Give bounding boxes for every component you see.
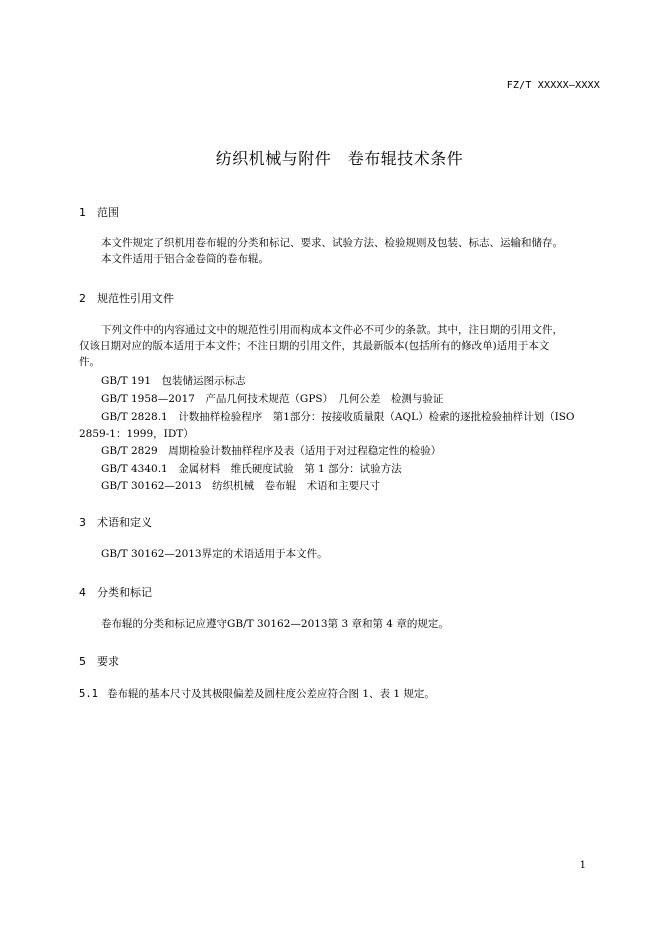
- section-number: 2: [79, 292, 86, 305]
- reference-item: GB/T 191 包装储运图示标志: [101, 375, 246, 387]
- terms-paragraph: GB/T 30162—2013界定的术语适用于本文件。: [101, 548, 328, 560]
- section-heading-scope: [79, 204, 119, 220]
- reference-item: GB/T 1958—2017 产品几何技术规范（GPS） 几何公差 检测与验证: [101, 393, 444, 405]
- section-number: 3: [79, 516, 86, 529]
- reference-item: GB/T 2828.1 计数抽样检验程序 第1部分：按接收质量限（AQL）检索的逐批检验抽样计划（ISO: [101, 411, 575, 423]
- references-intro-line: 仅该日期对应的版本适用于本文件；不注日期的引用文件，其最新版本(包括所有的修改单)适用于本文: [79, 340, 550, 352]
- section-title: 术语和定义: [97, 516, 152, 529]
- reference-item: GB/T 2829 周期检验计数抽样程序及表（适用于对过程稳定性的检验）: [101, 445, 442, 457]
- document-title: 纺织机械与附件 卷布辊技术条件: [215, 149, 464, 168]
- references-intro-line: 下列文件中的内容通过文中的规范性引用而构成本文件必不可少的条款。其中，注日期的引用文件，: [101, 324, 563, 336]
- section-heading-terms: [79, 514, 152, 530]
- reference-item-continuation: 2859-1：1999，IDT）: [79, 428, 194, 440]
- section-title: 要求: [97, 655, 119, 668]
- clause-5-1: [79, 686, 435, 701]
- scope-paragraph: 本文件规定了织机用卷布辊的分类和标记、要求、试验方法、检验规则及包装、标志、运输和储存。: [101, 237, 563, 249]
- clause-number: 5.1: [79, 688, 98, 700]
- scope-paragraph: 本文件适用于铝合金卷筒的卷布辊。: [101, 253, 269, 265]
- clause-text: 卷布辊的基本尺寸及其极限偏差及圆柱度公差应符合图 1、表 1 规定。: [107, 688, 435, 700]
- reference-item: GB/T 30162—2013 纺织机械 卷布辊 术语和主要尺寸: [101, 480, 381, 492]
- references-intro-line: 件。: [79, 356, 100, 368]
- section-number: 5: [79, 655, 86, 668]
- section-title: 分类和标记: [97, 586, 152, 599]
- section-number: 4: [79, 586, 86, 599]
- section-heading-requirements: [79, 653, 119, 669]
- document-header-code: FZ/T XXXXX—XXXX: [506, 80, 600, 91]
- reference-item: GB/T 4340.1 金属材料 维氏硬度试验 第 1 部分：试验方法: [101, 463, 402, 475]
- section-heading-normative-references: [79, 290, 174, 306]
- section-title: 范围: [97, 206, 119, 219]
- page-number: 1: [579, 860, 586, 871]
- classification-paragraph: 卷布辊的分类和标记应遵守GB/T 30162—2013第 3 章和第 4 章的规定。: [101, 618, 449, 630]
- section-heading-classification: [79, 584, 152, 600]
- section-number: 1: [79, 206, 86, 219]
- section-title: 规范性引用文件: [97, 292, 174, 305]
